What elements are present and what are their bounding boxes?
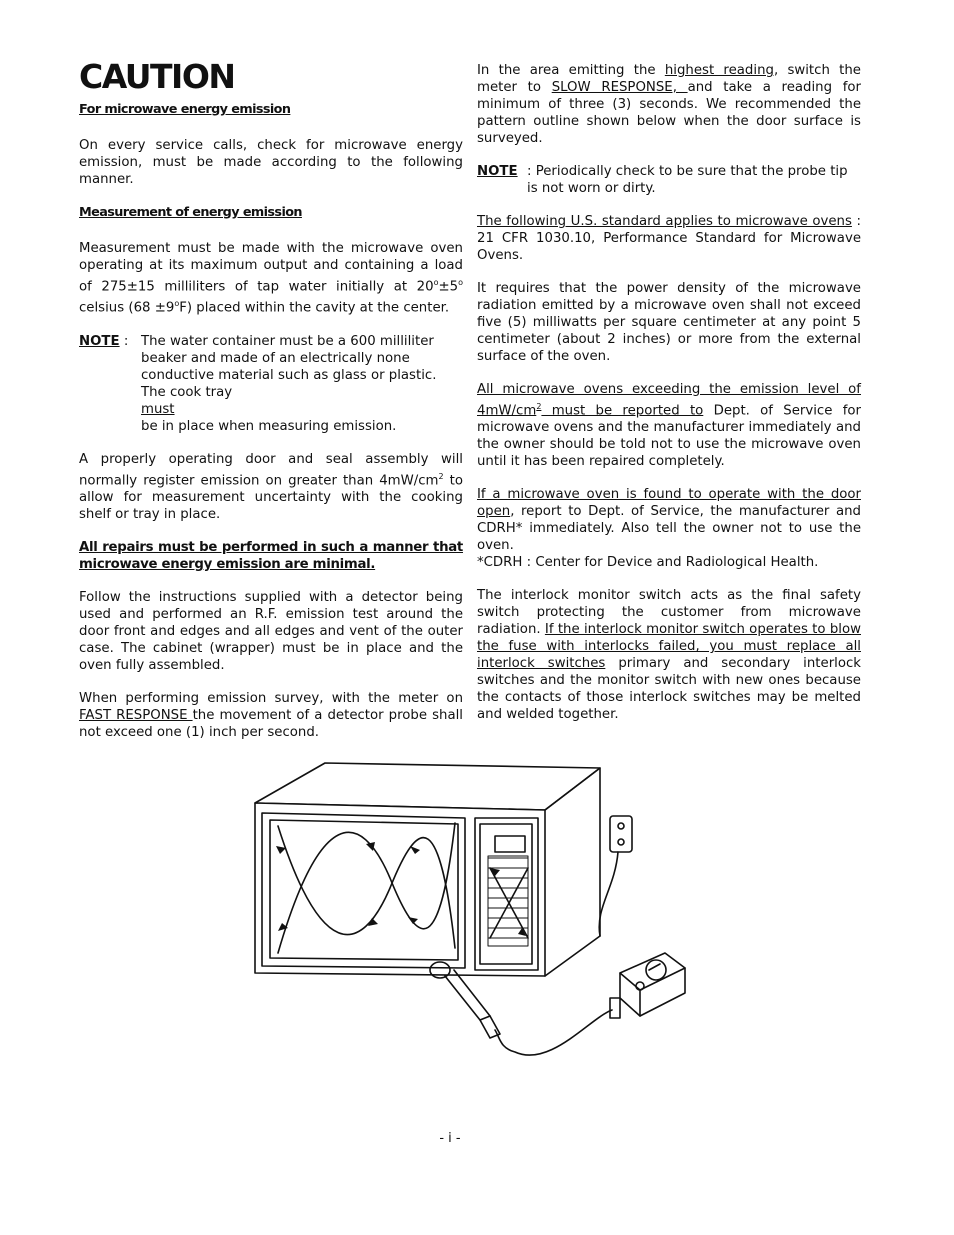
paragraph-exceeding-emission: All microwave ovens exceeding the emission level of $4mW/cm^2$ must be reported to Dept. of Service for microwave ovens and the manufacturer immediately and the owner should be told not to use the microwave oven until it has been repaired completely.: [477, 382, 861, 470]
paragraph-fast-response: When performing emission survey, with the meter on FAST RESPONSE the movement of a detector probe shall not exceed one (1) inch per second.: [79, 691, 463, 741]
oven-top: [255, 763, 600, 810]
page-title: CAUTION: [79, 57, 235, 96]
note-water-container: NOTE : The water container must be a 600 milliliter beaker and made of an electrically none conductive material such as glass or plastic. The cook tray must be in place when measuring emission.: [79, 333, 463, 435]
meter-connector: [610, 998, 620, 1018]
detector-meter: [620, 953, 685, 990]
paragraph-us-standard: The following U.S. standard applies to microwave ovens : 21 CFR 1030.10, Performance Standard for Microwave Ovens.: [477, 214, 861, 263]
right-column: [477, 62, 861, 739]
left-column: [79, 57, 463, 757]
power-cord: [599, 852, 618, 936]
note-line-1: The water container must be a 600 milliliter beaker and made of an electrically none conductive material such as glass or plastic.: [141, 333, 437, 383]
paragraph-repairs-warning: All repairs must be performed in such a manner that microwave energy emission are minimal.: [79, 540, 463, 573]
paragraph-interlock: The interlock monitor switch acts as the final safety switch protecting the customer from microwave radiation. If the interlock monitor switch operates to blow the fuse with interlocks failed, you must replace all interlock switches primary and secondary interlock switches and the monitor switch with new ones because the contacts of those interlock switches may be melted and welded together.: [477, 588, 861, 723]
oven-side: [545, 768, 600, 976]
probe-cable: [495, 1010, 612, 1055]
subheading-measurement: Measurement of energy emission: [79, 205, 302, 220]
wall-outlet: [610, 816, 632, 852]
paragraph-door-seal: A properly operating door and seal assembly will normally register emission on greater than $4mW/cm^2$ to allow for measurement uncertainty with the cooking shelf or tray in place.: [79, 451, 463, 523]
note-probe-tip: NOTE : Periodically check to be sure that the probe tip is not worn or dirty.: [477, 164, 848, 196]
microwave-emission-test-illustration: [250, 758, 690, 1058]
paragraph-service-check: On every service calls, check for microwave energy emission, must be made according to the following manner.: [79, 138, 463, 187]
note-label: NOTE: [79, 333, 120, 349]
paragraph-measurement: Measurement must be made with the microwave oven operating at its maximum output and containing a load of 275±15 milliliters of tap water initially at $20^o\pm 5^o$ celsius $(68 \pm 9^oF)$ placed within the cavity at the center.: [79, 241, 463, 316]
paragraph-door-open: If a microwave oven is found to operate with the door open, report to Dept. of Service, the manufacturer and CDRH* immediately. Also tell the owner not to use the oven. *CDRH : Center for Device and Radiological Health.: [477, 487, 861, 571]
subheading-emission: For microwave energy emission: [79, 102, 291, 117]
note-label-2: NOTE: [477, 164, 518, 179]
page-number: - i -: [439, 1131, 461, 1146]
paragraph-slow-response: In the area emitting the highest reading, switch the meter to SLOW RESPONSE, and take a reading for minimum of three (3) seconds. We recommended the pattern outline shown below when the door surface is surveyed.: [477, 63, 861, 146]
note-line-2: The cook tray must be in place when measuring emission.: [141, 384, 397, 434]
paragraph-detector-instructions: Follow the instructions supplied with a detector being used and performed an R.F. emission test around the door front and edges and all edges and vent of the outer case. The cabinet (wrapper) must be in place and the oven fully assembled.: [79, 590, 463, 674]
paragraph-power-density: It requires that the power density of the microwave radiation emitted by a microwave oven shall not exceed five (5) milliwatts per square centimeter at any point 5 centimeter (about 2 inches) or more from the external surface of the oven.: [477, 281, 861, 364]
